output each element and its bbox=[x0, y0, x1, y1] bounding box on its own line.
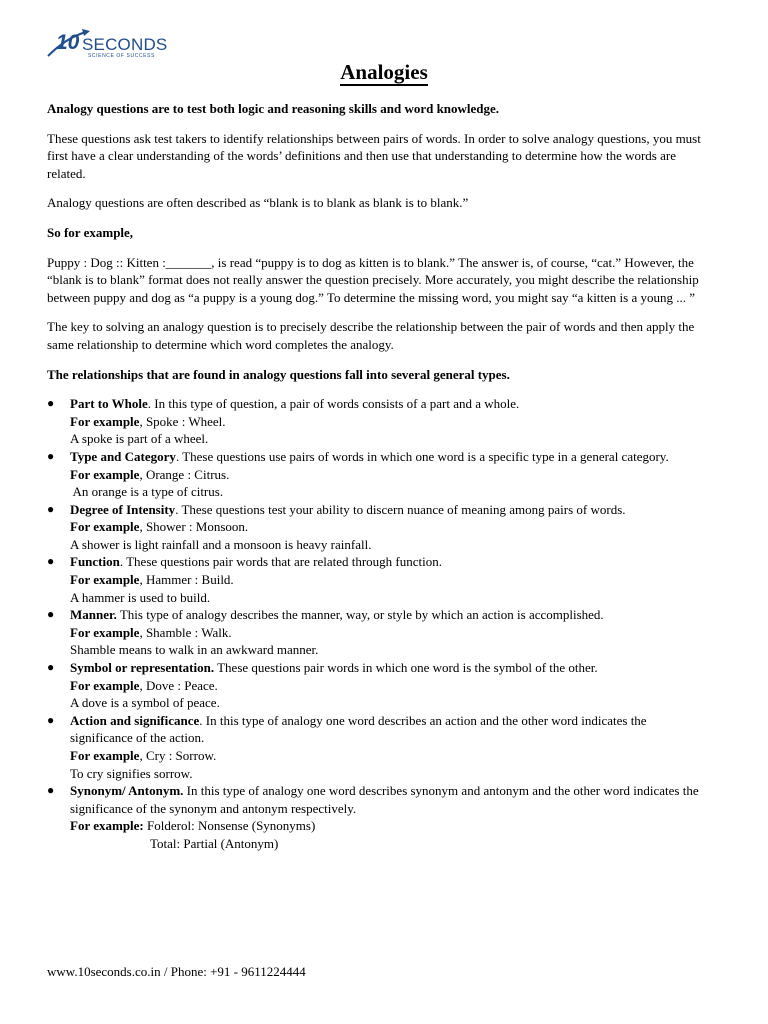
bullet-icon: ● bbox=[47, 783, 55, 798]
bullet-icon: ● bbox=[47, 712, 55, 727]
intro-paragraph: Analogy questions are often described as “blank is to blank as blank is to blank.” bbox=[47, 195, 469, 211]
list-item: ● Synonym/ Antonym. In this type of analogy one word describes synonym and antonym and the other word indicates the significance of the synonym and antonym respectively. For example: Folderol: Nonsense (Synonyms) Total: Partial (Antonym) bbox=[47, 783, 699, 851]
page-title: Analogies bbox=[340, 60, 428, 84]
bullet-icon: ● bbox=[47, 607, 55, 622]
analogy-types-list bbox=[47, 395, 712, 852]
list-item: ● Function. These questions pair words that are related through function. For example, Hammer : Build. A hammer is used to build. bbox=[47, 554, 442, 605]
bullet-icon: ● bbox=[47, 448, 55, 463]
intro-paragraph: These questions ask test takers to identify relationships between pairs of words. In order to solve analogy questions, you must first have a clear understanding of the words’ definitions and then use that understanding to determine how the words are related. bbox=[47, 130, 701, 181]
brand-number: 10 bbox=[56, 31, 80, 54]
example-heading: So for example, bbox=[47, 224, 134, 240]
document-body bbox=[47, 100, 712, 853]
list-item: ● Manner. This type of analogy describes the manner, way, or style by which an action is accomplished. For example, Shamble : Walk. Shamble means to walk in an awkward manner. bbox=[47, 607, 604, 658]
bullet-icon: ● bbox=[47, 501, 55, 516]
list-item: ● Type and Category. These questions use pairs of words in which one word is a specific type in a general category. For example, Orange : Citrus. An orange is a type of citrus. bbox=[47, 448, 669, 500]
list-item: ● Part to Whole. In this type of question, a pair of words consists of a part and a whole. For example, Spoke : Wheel. A spoke is part of a wheel. bbox=[47, 396, 520, 447]
list-item: ● Symbol or representation. These questions pair words in which one word is the symbol of the other. For example, Dove : Peace. A dove is a symbol of peace. bbox=[47, 660, 598, 711]
bullet-icon: ● bbox=[47, 660, 55, 675]
footer-contact: www.10seconds.co.in / Phone: +91 - 9611224444 bbox=[47, 964, 306, 979]
brand-tagline: SCIENCE OF SUCCESS bbox=[88, 53, 155, 59]
bullet-icon: ● bbox=[47, 396, 55, 411]
key-paragraph: The key to solving an analogy question is to precisely describe the relationship between the pair of words and then apply the same relationship to determine which word completes the analogy. bbox=[47, 319, 695, 352]
example-paragraph: Puppy : Dog :: Kitten :_______, is read “puppy is to dog as kitten is to blank.” The answer is, of course, “cat.” However, the “blank is to blank” format does not really answer the question precisely. More accurately, you might describe the relationship between puppy and dog as “a puppy is a young dog.” To determine the missing word, you might say “a kitten is a young ... ” bbox=[47, 254, 699, 305]
brand-name: SECONDS bbox=[82, 35, 168, 54]
types-heading: The relationships that are found in analogy questions fall into several general types. bbox=[47, 366, 510, 382]
list-item: ● Degree of Intensity. These questions test your ability to discern nuance of meaning among pairs of words. For example, Shower : Monsoon. A shower is light rainfall and a monsoon is heavy rainfall. bbox=[47, 501, 626, 552]
bullet-icon: ● bbox=[47, 554, 55, 569]
list-item: ● Action and significance. In this type of analogy one word describes an action and the other word indicates the significance of the action. For example, Cry : Sorrow. To cry signifies sorrow. bbox=[47, 712, 647, 781]
intro-lead: Analogy questions are to test both logic and reasoning skills and word knowledge. bbox=[47, 101, 500, 116]
